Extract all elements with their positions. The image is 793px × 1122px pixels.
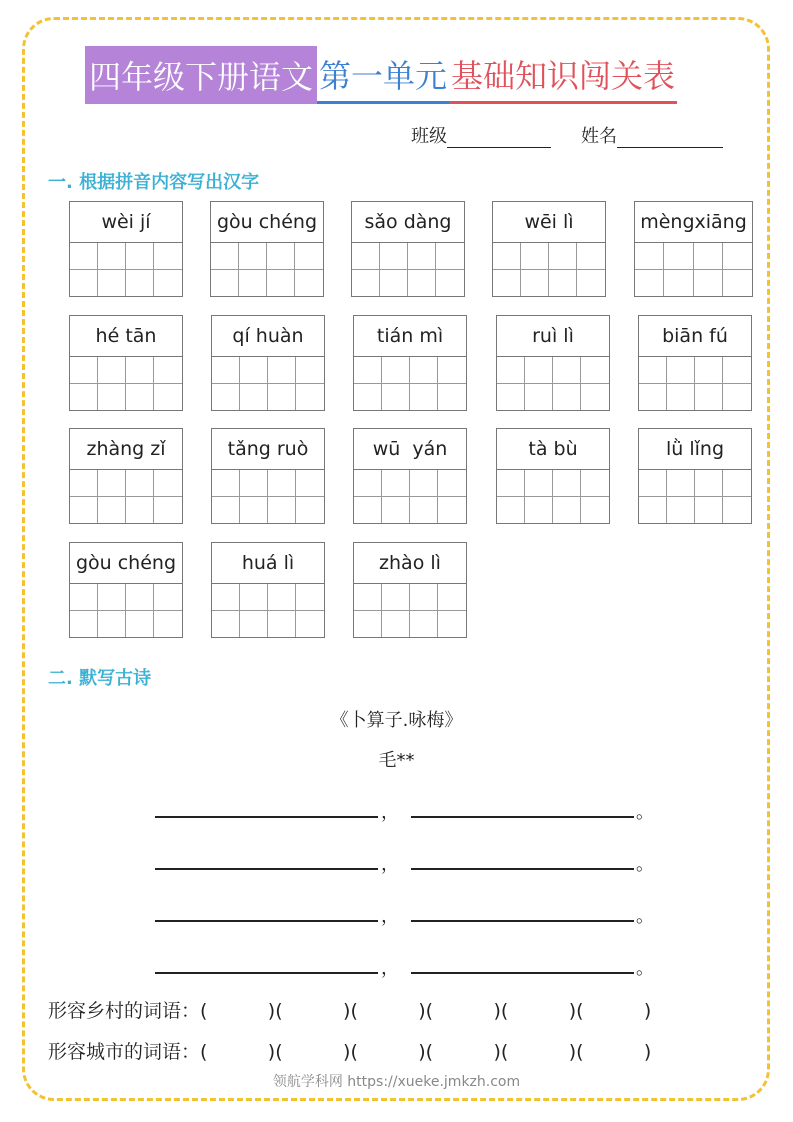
pinyin-cell[interactable] <box>496 428 610 524</box>
title-subject: 基础知识闯关表 <box>449 46 677 104</box>
writing-grid[interactable] <box>70 470 182 523</box>
writing-grid[interactable] <box>639 470 751 523</box>
poem-blank[interactable] <box>411 972 634 974</box>
pinyin-cell[interactable] <box>69 428 183 524</box>
pinyin-cell[interactable] <box>353 542 467 638</box>
writing-grid[interactable] <box>70 357 182 410</box>
writing-grid[interactable] <box>354 470 466 523</box>
pinyin-text: wēi lì <box>493 202 605 243</box>
writing-grid[interactable] <box>211 243 323 296</box>
pinyin-text: hé tān <box>70 316 182 357</box>
writing-grid[interactable] <box>70 243 182 296</box>
pinyin-text: mèngxiāng <box>635 202 752 243</box>
writing-grid[interactable] <box>493 243 605 296</box>
title-grade: 四年级下册语文 <box>85 46 317 104</box>
pinyin-cell[interactable] <box>211 315 325 411</box>
pinyin-text: gòu chéng <box>70 543 182 584</box>
comma: ， <box>381 854 399 875</box>
pinyin-cell[interactable] <box>69 315 183 411</box>
pinyin-cell[interactable] <box>211 542 325 638</box>
footer-watermark: 领航学科网 https://xueke.jmkzh.com <box>272 1074 521 1090</box>
class-blank[interactable] <box>447 127 551 148</box>
writing-grid[interactable] <box>212 584 324 637</box>
pinyin-cell[interactable] <box>69 542 183 638</box>
pinyin-cell[interactable] <box>351 201 465 297</box>
poem-blank[interactable] <box>411 868 634 870</box>
pinyin-text: wèi jí <box>70 202 182 243</box>
pinyin-text: zhàng zǐ <box>70 429 182 470</box>
poem-blank[interactable] <box>155 972 378 974</box>
pinyin-text: biān fú <box>639 316 751 357</box>
name-blank[interactable] <box>617 127 723 148</box>
poem-blank[interactable] <box>155 920 378 922</box>
writing-grid[interactable] <box>352 243 464 296</box>
period: 。 <box>636 802 654 823</box>
poem-title: 《卜算子.咏梅》 <box>330 710 463 731</box>
section-heading-poem: 二. 默写古诗 <box>48 668 152 689</box>
writing-grid[interactable] <box>354 357 466 410</box>
writing-grid[interactable] <box>497 470 609 523</box>
comma: ， <box>381 958 399 979</box>
class-field[interactable] <box>411 122 551 148</box>
urban-words-prompt[interactable]: 形容城市的词语：( )( )( )( )( )( ) <box>48 1041 652 1063</box>
name-label: 姓名 <box>581 126 617 147</box>
pinyin-text: lǜ lǐng <box>639 429 751 470</box>
comma: ， <box>381 906 399 927</box>
writing-grid[interactable] <box>497 357 609 410</box>
pinyin-text: ruì lì <box>497 316 609 357</box>
poem-blank[interactable] <box>155 816 378 818</box>
pinyin-text: zhào lì <box>354 543 466 584</box>
writing-grid[interactable] <box>639 357 751 410</box>
rural-words-prompt[interactable]: 形容乡村的词语：( )( )( )( )( )( ) <box>48 1000 652 1022</box>
period: 。 <box>636 854 654 875</box>
poem-author: 毛** <box>378 750 415 771</box>
pinyin-text: qí huàn <box>212 316 324 357</box>
pinyin-cell[interactable] <box>211 428 325 524</box>
pinyin-cell[interactable] <box>634 201 753 297</box>
pinyin-cell[interactable] <box>496 315 610 411</box>
writing-grid[interactable] <box>212 357 324 410</box>
pinyin-text: wū yán <box>354 429 466 470</box>
poem-blank[interactable] <box>411 920 634 922</box>
comma: ， <box>381 802 399 823</box>
page-title <box>85 46 677 104</box>
period: 。 <box>636 958 654 979</box>
writing-grid[interactable] <box>70 584 182 637</box>
poem-blank[interactable] <box>155 868 378 870</box>
pinyin-text: tà bù <box>497 429 609 470</box>
section-heading-pinyin: 一. 根据拼音内容写出汉字 <box>48 172 260 193</box>
pinyin-cell[interactable] <box>353 428 467 524</box>
pinyin-text: sǎo dàng <box>352 202 464 243</box>
pinyin-cell[interactable] <box>69 201 183 297</box>
title-unit: 第一单元 <box>317 46 449 104</box>
name-field[interactable] <box>581 122 723 148</box>
pinyin-cell[interactable] <box>492 201 606 297</box>
class-label: 班级 <box>411 126 447 147</box>
pinyin-cell[interactable] <box>638 315 752 411</box>
writing-grid[interactable] <box>354 584 466 637</box>
writing-grid[interactable] <box>635 243 752 296</box>
writing-grid[interactable] <box>212 470 324 523</box>
pinyin-cell[interactable] <box>210 201 324 297</box>
pinyin-cell[interactable] <box>353 315 467 411</box>
pinyin-text: tián mì <box>354 316 466 357</box>
period: 。 <box>636 906 654 927</box>
pinyin-cell[interactable] <box>638 428 752 524</box>
poem-blank[interactable] <box>411 816 634 818</box>
pinyin-text: gòu chéng <box>211 202 323 243</box>
pinyin-text: huá lì <box>212 543 324 584</box>
pinyin-text: tǎng ruò <box>212 429 324 470</box>
